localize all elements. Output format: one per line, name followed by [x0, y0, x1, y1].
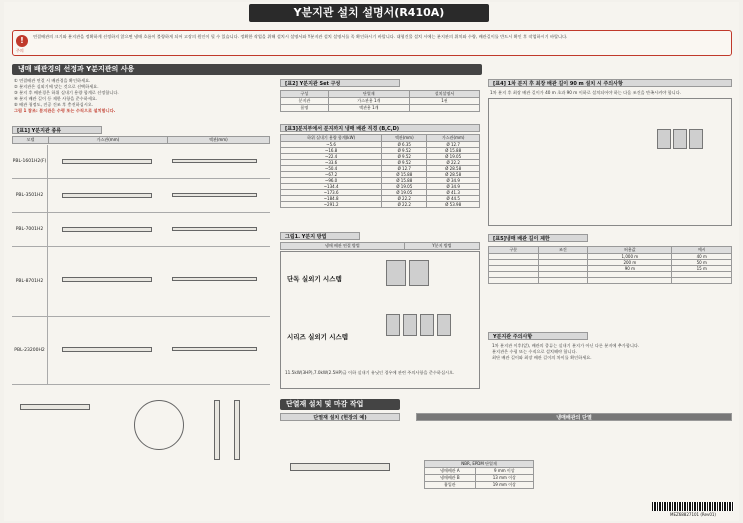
cell: 액관용 1개 [328, 105, 409, 112]
caution-label: 주의 [16, 48, 24, 53]
col-gas: 가스관(mm) [49, 137, 168, 144]
cell: 200 m [588, 260, 672, 266]
table-row [12, 247, 270, 317]
y-branch-gas [62, 193, 152, 198]
cell: 구분 [489, 247, 539, 254]
outdoor-unit [673, 129, 687, 149]
pipe-item: ⑤ 배관 청정도, 진공 건조 후 충진하십시오. [14, 102, 94, 107]
table-row [12, 317, 270, 385]
caution-box [12, 30, 732, 56]
insulated-pipe [290, 463, 390, 471]
table4-label: [표4] 1차 분지 후 최장 배관 길이 90 m 설치 시 주의사항 [488, 79, 732, 87]
table-row [12, 179, 270, 213]
outdoor-unit [689, 129, 703, 149]
y-caution-label: Y분지관 주의사항 [488, 332, 588, 340]
pipe-selection-list [14, 78, 264, 114]
cell: 90 m [588, 266, 672, 272]
fig1-head [280, 242, 480, 250]
pipe-vertical [214, 400, 220, 460]
cell: Ø 19.05 [382, 190, 427, 196]
warning-icon: ! [16, 35, 28, 47]
cell: 9 mm 이상 [475, 468, 533, 475]
pipe-cross-section [134, 400, 184, 450]
outdoor-unit [386, 260, 406, 286]
table3 [280, 134, 480, 208]
cell: 액관(mm) [382, 135, 427, 142]
insulation-illustration [280, 423, 414, 495]
y-branch-liquid [172, 347, 257, 351]
cell: Ø 22.2 [382, 202, 427, 208]
pipe-horizontal [20, 404, 90, 410]
cell: ~67.2 [281, 172, 382, 178]
cell: Ø 41.3 [427, 190, 480, 196]
y-branch-gas [62, 227, 152, 232]
cell: Ø 34.9 [427, 178, 480, 184]
table4-intro: 1차 분지 후 최장 배관 길이가 40 m 초과 90 m 이하로 설치되어야 하는 다음 조건을 만족시켜야 합니다. [490, 90, 682, 95]
barcode [652, 502, 734, 511]
cell: 냉매 배관 연결 방법 [281, 243, 405, 250]
cell: ~33.6 [281, 160, 382, 166]
cell: Ø 15.88 [382, 172, 427, 178]
caution-item: 1차 분지관 이후(앞), 배관의 종류는 실내기 분지가 아닌 다른 분지에 추가합니다. [492, 343, 640, 348]
cell: Ø 53.98 [427, 202, 480, 208]
cell: Ø 12.7 [382, 166, 427, 172]
cell: 13 mm 이상 [475, 475, 533, 482]
cell: Ø 6.35 [382, 142, 427, 148]
outdoor-unit [657, 129, 671, 149]
cell: 설치설명서 [409, 91, 479, 98]
model-name: PBL-8701H2 [12, 247, 48, 317]
y-branch-gas [62, 277, 152, 282]
cell: Ø 22.2 [382, 196, 427, 202]
table4-body [488, 98, 732, 226]
cell: 가스관용 1개 [328, 98, 409, 105]
outdoor-unit [420, 314, 434, 336]
cell: Ø 44.5 [427, 196, 480, 202]
fig1-note: 11.5kW(3HP),7.0kW(2.5HP)급 이하 실내기 유닛인 경우에 관련 주의사항을 준수하십시오. [285, 370, 455, 375]
cell: Ø 15.88 [427, 148, 480, 154]
cell: Ø 28.58 [427, 166, 480, 172]
cell: 1권 [409, 98, 479, 105]
y-branch-liquid [172, 193, 257, 197]
cell: Ø 19.05 [382, 184, 427, 190]
model-name: PBL-3501H2 [12, 179, 48, 213]
table1-head [12, 136, 270, 144]
table2-label: [표2] Y분지관 Set 구성 [280, 79, 400, 87]
cell: Ø 9.52 [382, 148, 427, 154]
cell: 냉매배관 B [425, 475, 476, 482]
document-code-block [652, 502, 734, 518]
y-branch-liquid [172, 227, 257, 231]
cell: 품명 [281, 105, 329, 112]
y-caution-list [492, 343, 730, 361]
table-row [12, 213, 270, 247]
cell: Ø 9.52 [382, 160, 427, 166]
y-branch-gas [62, 159, 152, 164]
cell: Ø 22.2 [427, 160, 480, 166]
outdoor-unit [403, 314, 417, 336]
cell: ~291.2 [281, 202, 382, 208]
outdoor-unit [437, 314, 451, 336]
cell: 50 m [672, 260, 732, 266]
table1-label: [표1] Y분지관 종류 [12, 126, 102, 134]
cell: ~96.0 [281, 178, 382, 184]
cell: ~184.8 [281, 196, 382, 202]
table3-label: [표3]분지부에서 분지까지 냉매 배관 직경 (B,C,D) [280, 124, 480, 132]
cell: Y분지 방법 [404, 243, 479, 250]
y-branch-liquid [172, 277, 257, 281]
cell: 단열재 [328, 91, 409, 98]
cell: Ø 34.9 [427, 184, 480, 190]
pipe-item: ① 연결배관 연결 시 배관경을 확인하세요. [14, 78, 91, 83]
pipe-item: ③ 분지 후 배관경은 하위 실내기 용량 합계로 선정합니다. [14, 90, 119, 95]
outdoor-unit [409, 260, 429, 286]
pipe-item: ② 분지관은 실외기에 맞는 것으로 선택하세요. [14, 84, 99, 89]
fig1-body [280, 251, 480, 389]
pipe-item: ④ 분지 배관 길이 등 제한 사항을 준수하세요. [14, 96, 98, 101]
model-name: PBL-23200H2 [12, 317, 48, 385]
cell: NBR, EPDM 단열재 [425, 461, 534, 468]
fig1-label: 그림1. Y분지 방법 [280, 232, 360, 240]
page-title: Y분지관 설치 설명서(R410A) [249, 4, 489, 22]
cell: ~22.4 [281, 154, 382, 160]
col-liquid: 액관(mm) [167, 137, 269, 144]
table2 [280, 90, 480, 112]
insulation-table [424, 460, 534, 489]
y-branch-gas [62, 347, 152, 352]
table-row [281, 202, 480, 208]
cell: Ø 28.58 [427, 172, 480, 178]
single-system-label: 단독 실외기 시스템 [287, 275, 342, 283]
cell: 허용값 [588, 247, 672, 254]
cell: 냉매배관 A [425, 468, 476, 475]
cell: Ø 19.05 [427, 154, 480, 160]
caution-item: 분지관은 수평 또는 수직으로 설치해야 합니다. [492, 349, 577, 354]
cell: Ø 15.88 [382, 178, 427, 184]
insulation-right-head: 냉매배관의 단열 [416, 413, 732, 421]
cell: 가스관(mm) [427, 135, 480, 142]
cell: Ø 12.7 [427, 142, 480, 148]
cell: 구성 [281, 91, 329, 98]
cell: 15 m [672, 266, 732, 272]
cell: 40 m [672, 254, 732, 260]
caution-text: 연결배관의 크기와 분지관을 정확하게 선정하지 않으면 냉매 흐름이 불량하게 되어 고장의 원인이 될 수 있습니다. 정확한 작업을 위해 설치시 설명서와 Y분지관 설치 설명서를 꼭 확인하시기 바랍니다. 대형건물 설치 시에는 분지관의 위치와 수량, 배관길이를 반드시 확인 후 작업하시기 바랍니다. [33, 34, 568, 39]
install-illustration [14, 394, 270, 474]
cell: 분지관 [281, 98, 329, 105]
cell [409, 105, 479, 112]
cell: ~134.4 [281, 184, 382, 190]
page [4, 2, 739, 521]
col-model: 모델 [13, 137, 49, 144]
table5-label: [표5]냉매 배관 길이 제한 [488, 234, 588, 242]
insulation-left-head: 단열재 설치 (현장의 예) [280, 413, 400, 421]
cell: Ø 9.52 [382, 154, 427, 160]
pipe-note: 그림 1 참조: 분지관은 수평 또는 수직으로 설치합니다. [14, 108, 116, 113]
caution-item: 최단 배관 길이와 최장 배관 길이의 차이를 확인하세요. [492, 355, 592, 360]
table-row [12, 145, 270, 179]
cell: ~16.8 [281, 148, 382, 154]
cell: 조건 [538, 247, 588, 254]
document-code: MEZ68827101 (Rev01) [670, 512, 716, 517]
pipe-vertical [234, 400, 240, 460]
cell: 흡입관 [425, 482, 476, 489]
series-system-label: 시리즈 실외기 시스템 [287, 333, 349, 341]
cell: ~173.6 [281, 190, 382, 196]
table5 [488, 246, 732, 284]
cell: 19 mm 이상 [475, 482, 533, 489]
cell: 예시 [672, 247, 732, 254]
cell: 1,000 m [588, 254, 672, 260]
cell: 하위 실내기 용량 합계(kW) [281, 135, 382, 142]
cell: ~50.4 [281, 166, 382, 172]
y-branch-liquid [172, 159, 257, 163]
cell: ~5.6 [281, 142, 382, 148]
section-pipe-selection: 냉매 배관경의 선정과 Y분지관의 사용 [12, 64, 482, 75]
section-insulation: 단열재 설치 및 마감 작업 [280, 399, 400, 410]
outdoor-unit [386, 314, 400, 336]
model-name: PBL-1601H2(F) [12, 145, 48, 179]
model-name: PBL-7001H2 [12, 213, 48, 247]
